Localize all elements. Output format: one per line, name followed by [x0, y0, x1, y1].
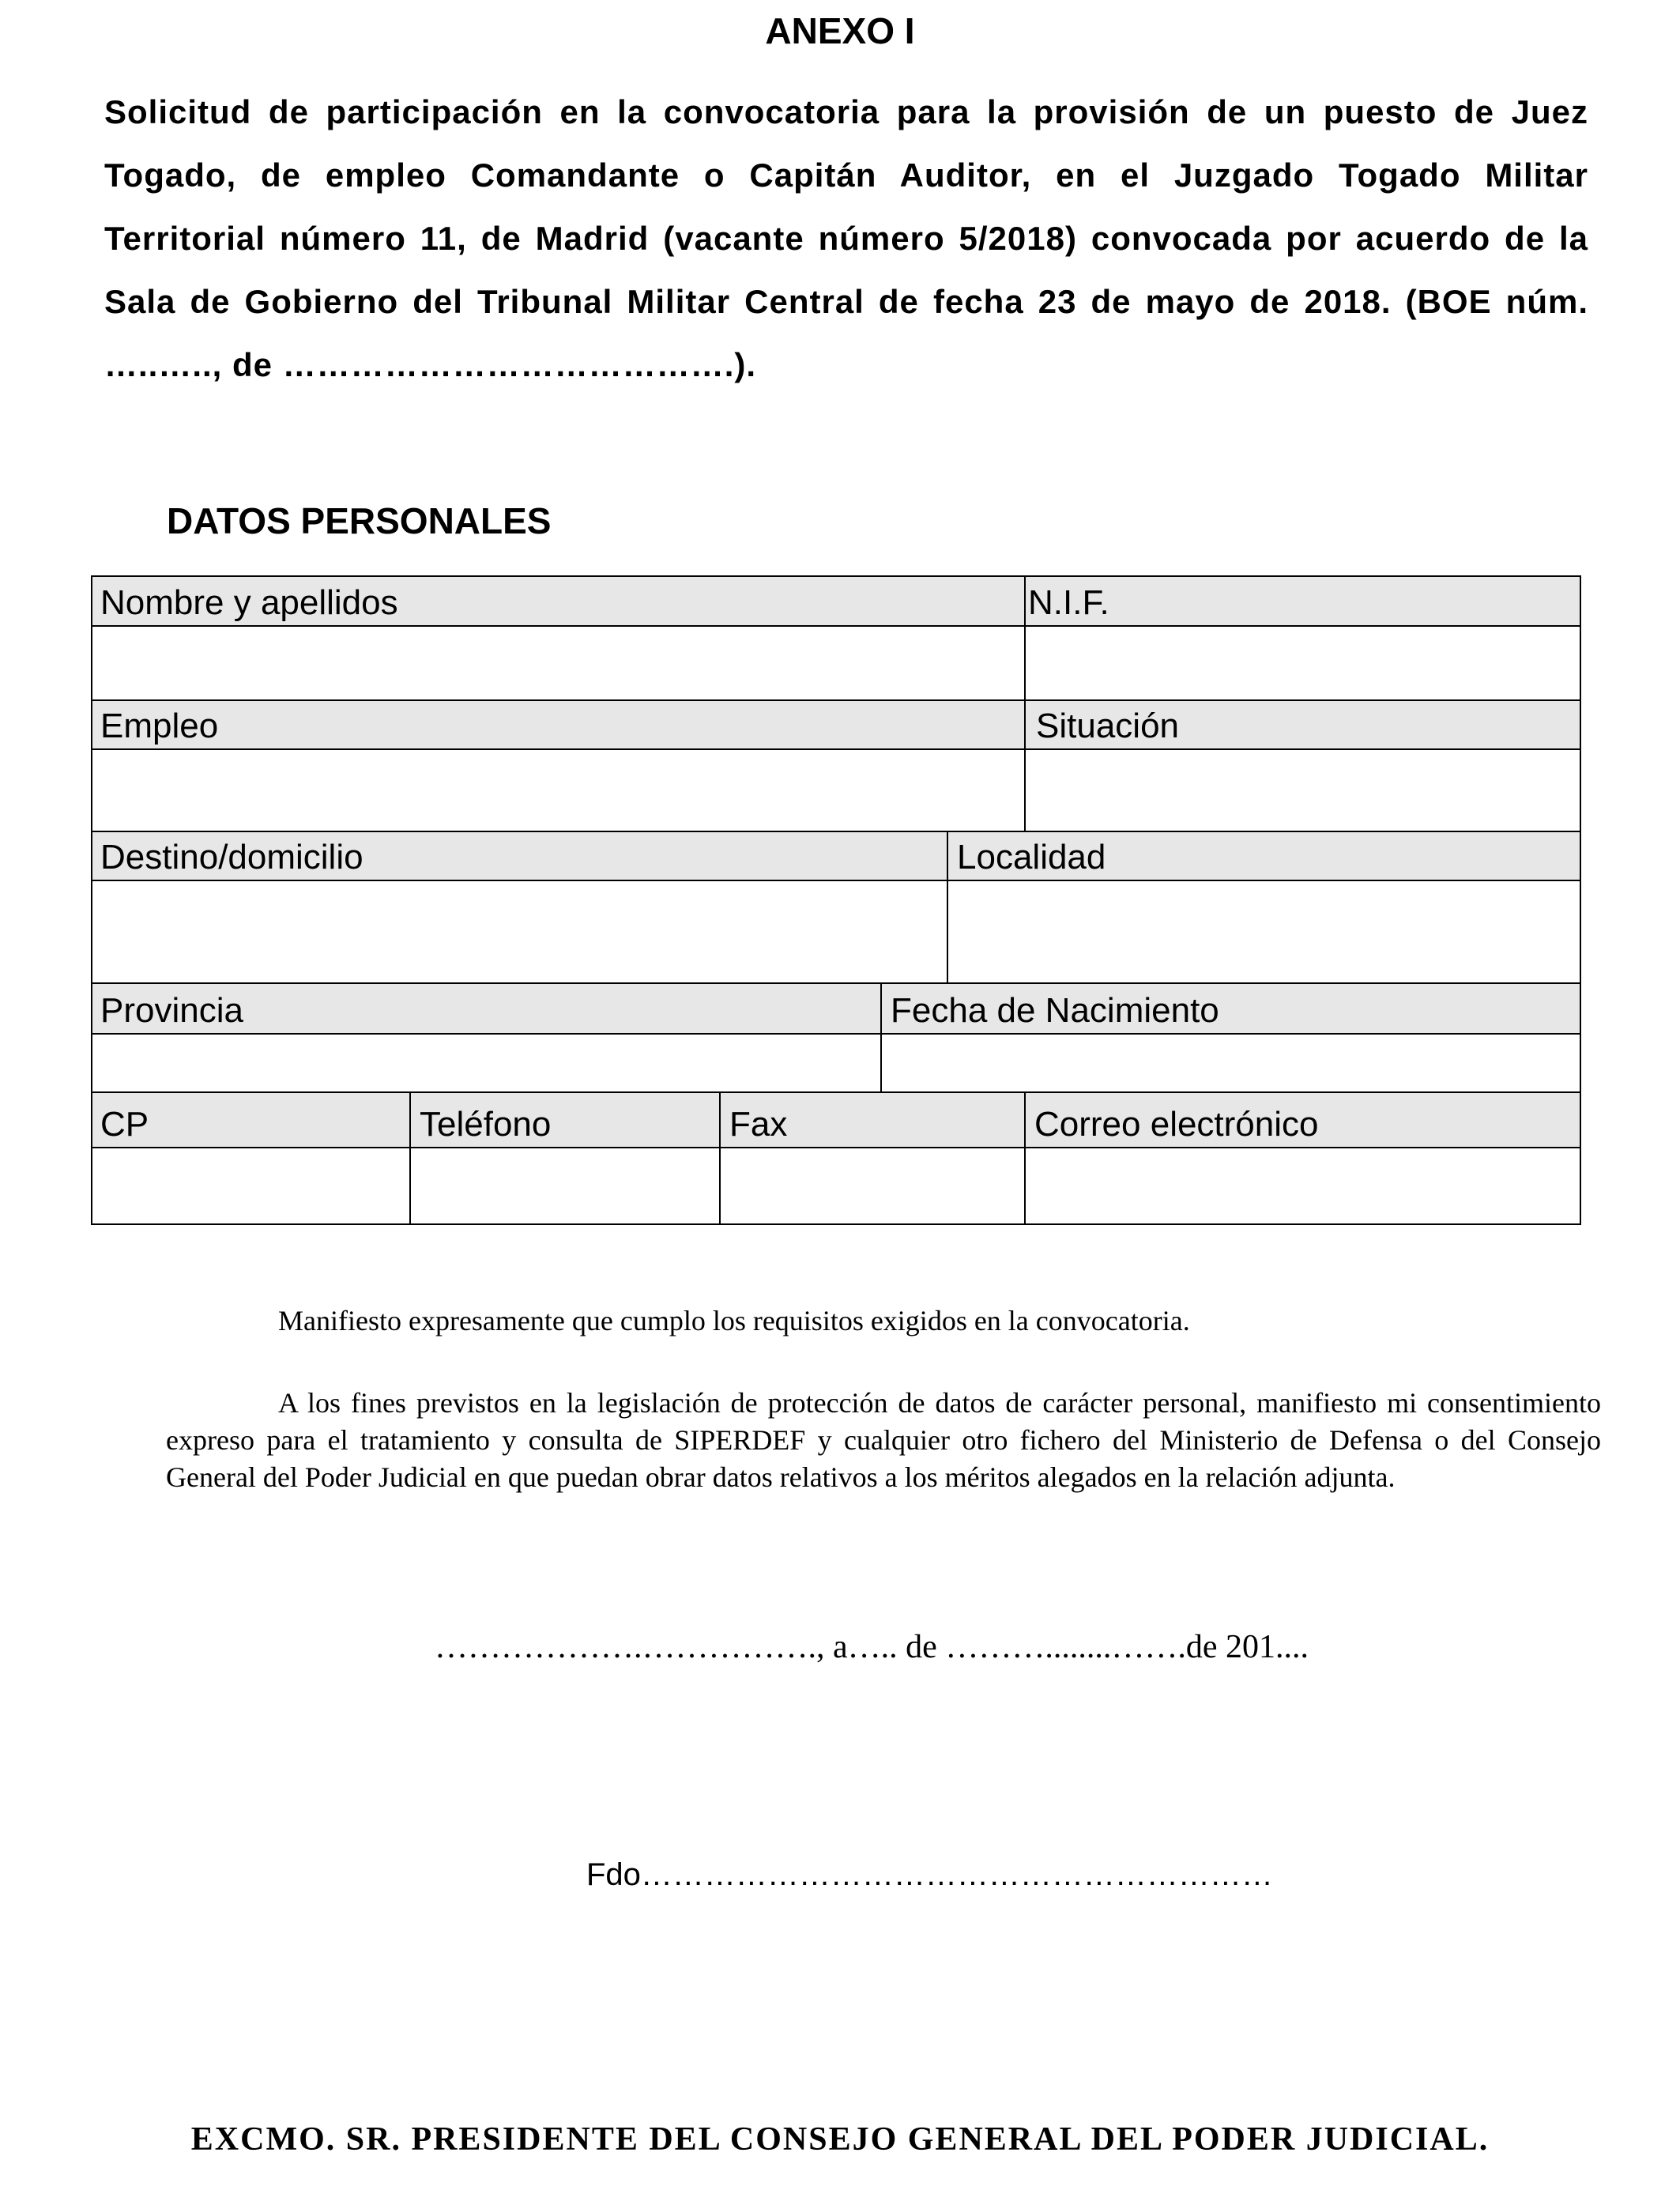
rank-field[interactable] — [91, 749, 1025, 831]
birthdate-field[interactable] — [881, 1034, 1581, 1092]
city-label-text: Localidad — [957, 838, 1106, 876]
nif-field[interactable] — [1025, 626, 1581, 700]
province-field[interactable] — [91, 1034, 881, 1092]
nif-label — [1025, 575, 1581, 626]
address-label-text: Destino/domicilio — [100, 838, 363, 876]
phone-label — [410, 1092, 720, 1148]
form-rule — [91, 1091, 1581, 1093]
city-field[interactable] — [947, 880, 1581, 983]
email-label — [1025, 1092, 1581, 1148]
fax-label — [720, 1092, 1025, 1148]
nif-label-text: N.I.F. — [1028, 583, 1109, 622]
status-field[interactable] — [1025, 749, 1581, 831]
email-field[interactable] — [1025, 1148, 1581, 1225]
form-border-right — [1580, 575, 1581, 1225]
form-divider — [409, 1092, 411, 1225]
birthdate-label — [881, 983, 1581, 1034]
form-divider — [719, 1092, 721, 1225]
fax-label-text: Fax — [729, 1105, 788, 1144]
postal-code-label-text: CP — [100, 1105, 149, 1144]
rank-label-text: Empleo — [100, 707, 219, 745]
declaration-text: Manifiesto expresamente que cumplo los requisitos exigidos en la convocatoria. — [278, 1305, 1190, 1336]
form-rule — [91, 1147, 1581, 1148]
form-border-left — [91, 575, 92, 1225]
personal-data-form — [91, 575, 1581, 1225]
city-label — [947, 831, 1581, 880]
province-label — [91, 983, 881, 1034]
form-rule — [91, 748, 1581, 750]
form-rule — [91, 831, 1581, 832]
form-divider — [1024, 575, 1026, 831]
address-field[interactable] — [91, 880, 947, 983]
form-rule — [91, 982, 1581, 984]
form-divider — [1024, 1092, 1026, 1225]
form-border-bottom — [91, 1223, 1581, 1225]
name-label-text: Nombre y apellidos — [100, 583, 398, 622]
consent-text: A los fines previstos en la legislación de protección de datos de carácter personal, manifiesto mi consentimiento expreso para el tratamiento y consulta de SIPERDEF y cualquier otro fichero del Ministerio de Defensa o del Consejo General del Poder Judicial en que puedan obrar datos relativos a los méritos alegados en la relación adjunta. — [166, 1387, 1601, 1493]
postal-code-label — [91, 1092, 410, 1148]
form-divider — [947, 831, 948, 983]
addressee: EXCMO. SR. PRESIDENTE DEL CONSEJO GENERAL DEL PODER JUDICIAL. — [190, 2121, 1490, 2158]
postal-code-field[interactable] — [91, 1148, 410, 1225]
province-label-text: Provincia — [100, 991, 243, 1030]
form-rule — [91, 699, 1581, 701]
birthdate-label-text: Fecha de Nacimiento — [891, 991, 1219, 1030]
request-text: Solicitud de participación en la convocatoria para la provisión de un puesto de Juez Togado, de empleo Comandante o Capitán Auditor, en el Juzgado Togado Militar Territorial número 11, de Madrid (vacante número 5/2018) convocada por acuerdo de la Sala de Gobierno del Tribunal Militar Central de fecha 23 de mayo de 2018. (BOE núm. …..….., de ………………………………….). — [104, 93, 1588, 383]
form-rule — [91, 880, 1581, 881]
fax-field[interactable] — [720, 1148, 1025, 1225]
section-heading: DATOS PERSONALES — [167, 500, 552, 541]
name-label — [91, 575, 1025, 626]
phone-field[interactable] — [410, 1148, 720, 1225]
form-border-top — [91, 575, 1581, 577]
annex-title: ANEXO I — [765, 10, 915, 51]
rank-label — [91, 700, 1025, 749]
name-field[interactable] — [91, 626, 1025, 700]
email-label-text: Correo electrónico — [1034, 1105, 1319, 1144]
form-divider — [880, 983, 882, 1092]
signature-line: Fdo…………………………………………………… — [586, 1857, 1273, 1892]
form-rule — [91, 625, 1581, 627]
phone-label-text: Teléfono — [420, 1105, 552, 1144]
status-label — [1025, 700, 1581, 749]
status-label-text: Situación — [1036, 707, 1180, 745]
address-label — [91, 831, 947, 880]
place-date-line: ……………….……………., a….. de ………........…….de 201.... — [435, 1629, 1309, 1665]
form-rule — [91, 1033, 1581, 1035]
